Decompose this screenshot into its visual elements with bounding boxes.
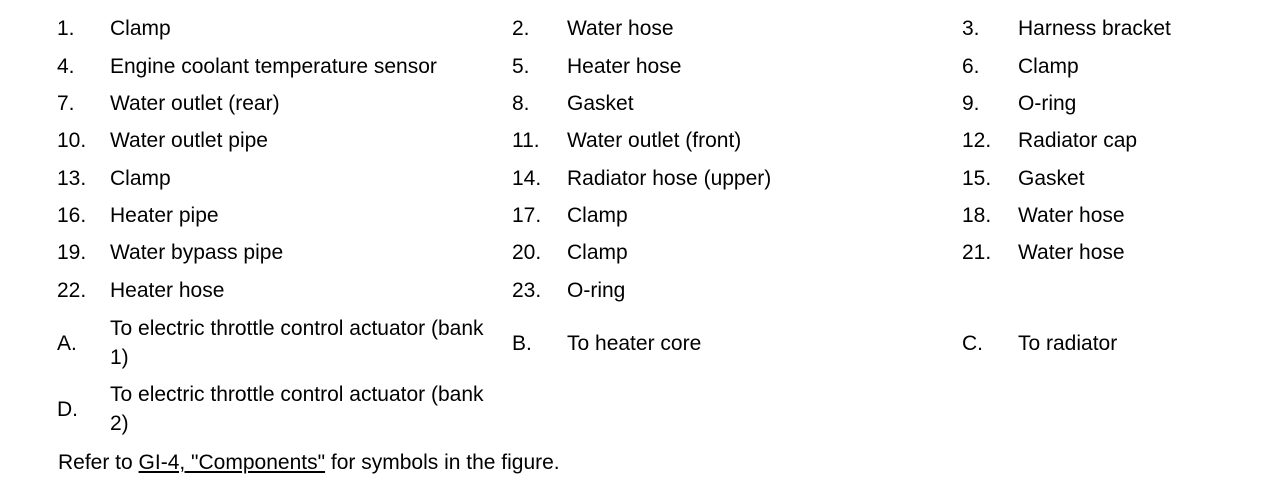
legend-item-label: Engine coolant temperature sensor (110, 55, 437, 78)
legend-item-number: 18. (962, 204, 992, 227)
legend-item-label: Heater pipe (110, 204, 219, 227)
legend-item-label: Water hose (1018, 204, 1125, 227)
legend-item-number: C. (962, 331, 983, 355)
legend-row (0, 48, 1280, 85)
legend-item-number: 6. (962, 55, 980, 78)
legend-row (0, 309, 1280, 377)
legend-item-label: Water bypass pipe (110, 241, 284, 264)
legend-item-label: To radiator (1018, 331, 1118, 355)
legend-item-label: Heater hose (110, 279, 225, 302)
legend-item-number: 14. (512, 167, 542, 190)
legend-item-number: 17. (512, 204, 542, 227)
legend-item-label: Heater hose (567, 55, 682, 78)
legend-item-number: 21. (962, 241, 992, 264)
legend-item-label: Water hose (567, 17, 674, 40)
legend-item-label: Radiator cap (1018, 129, 1138, 152)
legend-item-number: 22. (57, 279, 87, 302)
legend-item-label: Radiator hose (upper) (567, 167, 772, 190)
legend-item-label: To electric throttle control actuator (bank 2) (110, 383, 484, 435)
legend-item-number: 8. (512, 92, 530, 115)
legend-row (0, 122, 1280, 159)
legend-item-label: Gasket (1018, 167, 1085, 190)
legend-item-label: O-ring (567, 279, 626, 302)
reference-note (58, 448, 560, 477)
legend-item-number: 12. (962, 129, 992, 152)
legend-item-number: 13. (57, 167, 87, 190)
legend-item-number: 2. (512, 17, 530, 40)
legend-item-label: Clamp (110, 17, 171, 40)
legend-row (0, 197, 1280, 234)
legend-item-number: A. (57, 331, 77, 355)
legend-row (0, 272, 1280, 309)
legend-item-label: Harness bracket (1018, 17, 1171, 40)
legend-row (0, 160, 1280, 197)
legend-row (0, 234, 1280, 271)
legend-item-label: Clamp (110, 167, 171, 190)
legend-item-label: To electric throttle control actuator (bank 1) (110, 317, 484, 369)
legend-item-label: Water outlet pipe (110, 129, 268, 152)
legend-item-number: 15. (962, 167, 992, 190)
legend-item-label: Water outlet (front) (567, 129, 742, 152)
legend-item-number: 9. (962, 92, 980, 115)
legend-item-number: B. (512, 331, 532, 355)
legend-item-number: 1. (57, 17, 75, 40)
legend-item-number: 11. (512, 129, 540, 152)
legend-item-label: Clamp (567, 241, 628, 264)
legend-item-label: Gasket (567, 92, 634, 115)
legend-item-number: 10. (57, 129, 87, 152)
legend-item-number: D. (57, 397, 78, 421)
legend-item-number: 5. (512, 55, 530, 78)
legend-item-number: 19. (57, 241, 87, 264)
legend-item-label: To heater core (567, 331, 702, 355)
legend-item-label: Clamp (567, 204, 628, 227)
legend-item-label: O-ring (1018, 92, 1077, 115)
legend-item-number: 23. (512, 279, 542, 302)
legend-item-number: 16. (57, 204, 87, 227)
legend-item-number: 7. (57, 92, 75, 115)
legend-row (0, 375, 1280, 443)
legend-item-number: 4. (57, 55, 75, 78)
legend-item-label: Clamp (1018, 55, 1079, 78)
note-prefix: Refer to (58, 451, 139, 474)
components-reference-link[interactable]: GI-4, "Components" (138, 451, 326, 474)
legend-row (0, 10, 1280, 47)
legend-item-number: 20. (512, 241, 542, 264)
legend-row (0, 85, 1280, 122)
legend-item-label: Water hose (1018, 241, 1125, 264)
note-suffix: for symbols in the figure. (325, 451, 560, 474)
legend-item-label: Water outlet (rear) (110, 92, 280, 115)
legend-item-number: 3. (962, 17, 980, 40)
